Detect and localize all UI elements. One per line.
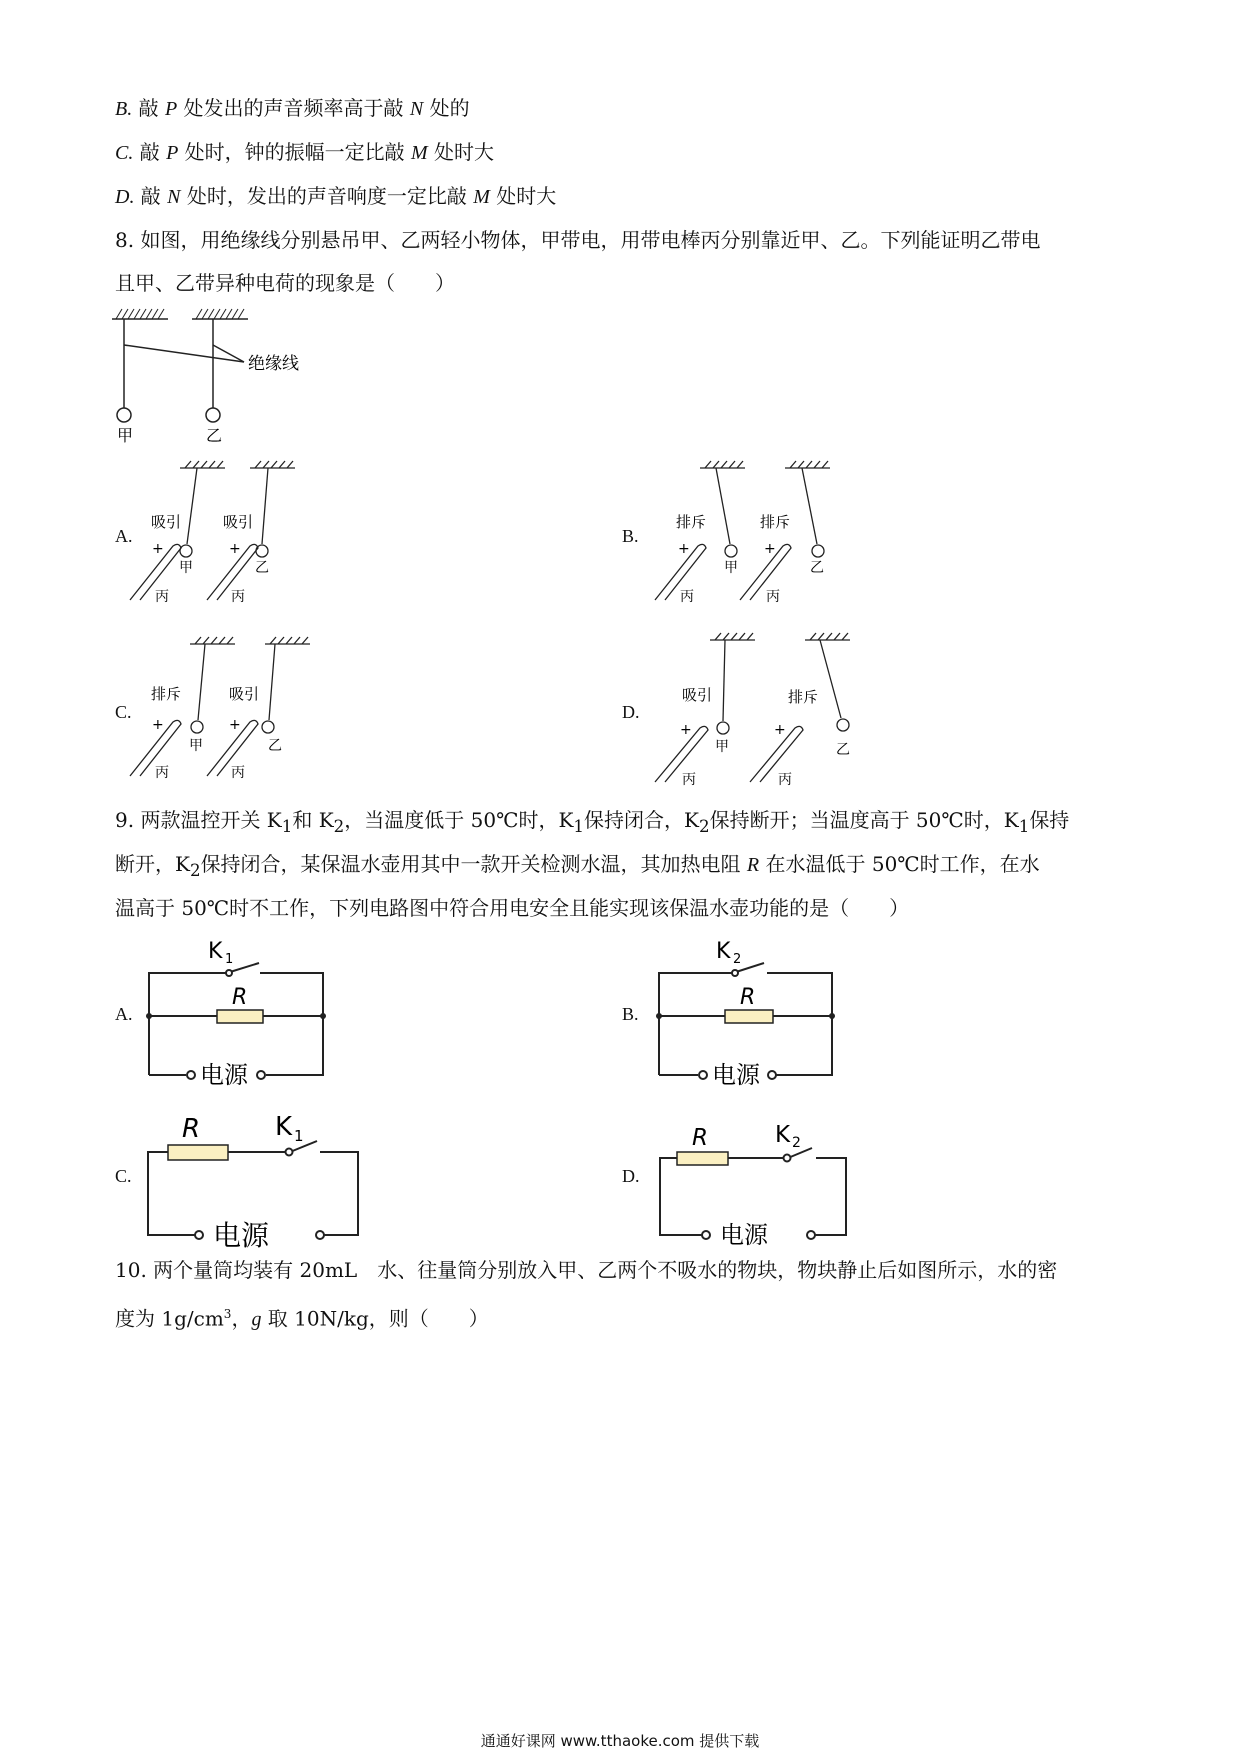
- q9-option-d-label: D.: [622, 1166, 640, 1186]
- q8-c-yi: 乙: [268, 738, 282, 754]
- q8-d-right-effect: 排斥: [788, 688, 819, 706]
- q9-option-a-circuit: [140, 930, 340, 1090]
- q8-a-plus-1: +: [152, 541, 164, 557]
- q9-option-c-circuit: [140, 1115, 370, 1250]
- q8-text-line1: 8. 如图，用绝缘线分别悬吊甲、乙两轻小物体，甲带电，用带电棒丙分别靠近甲、乙。下列能证明乙带电: [115, 228, 1041, 252]
- page-footer: 通通好课网 www.tthaoke.com 提供下载: [480, 1732, 760, 1750]
- q7-option-b: B. 敲 P 处发出的声音频率高于敲 N 处的: [115, 96, 470, 120]
- q9-text-line2: 断开，$K_2$保持闭合，某保温水壶用其中一款开关检测水温，其加热电阻 R 在水温低于 50℃时工作，在水: [115, 852, 1040, 880]
- q8-c-right-effect: 吸引: [229, 685, 260, 703]
- q8-a-rod-1: 丙: [155, 589, 169, 605]
- q9-text-line1: 9. 两款温控开关 $K_1$和 $K_2$，当温度低于 50℃时，$K_1$保持闭合，$K_2$保持断开；当温度高于 50℃时，$K_1$保持: [115, 808, 1070, 836]
- q9-d-source-label: 电源: [720, 1221, 768, 1249]
- q9-c-switch-label: K: [275, 1115, 293, 1142]
- q8-a-yi: 乙: [255, 560, 269, 576]
- q8-option-c-figure: [125, 634, 335, 784]
- q9-b-source-label: 电源: [712, 1061, 760, 1089]
- q9-option-d-circuit: [650, 1115, 860, 1250]
- q8-d-jia: 甲: [715, 739, 729, 755]
- q9-b-switch-sub: 2: [733, 952, 742, 967]
- q8-c-plus-2: +: [229, 717, 241, 733]
- q9-d-resistor-label: R: [692, 1125, 708, 1151]
- q8-b-plus-2: +: [764, 541, 776, 557]
- q8-a-right-effect: 吸引: [223, 513, 254, 531]
- q9-option-b-label: B.: [622, 1004, 639, 1024]
- q8-b-right-effect: 排斥: [760, 513, 791, 531]
- q9-d-switch-sub: 2: [792, 1135, 801, 1151]
- q8-option-d-figure: [640, 630, 870, 790]
- q9-option-a-label: A.: [115, 1004, 133, 1024]
- q9-c-switch-sub: 1: [294, 1127, 304, 1145]
- q8-text-line2: 且甲、乙带异种电荷的现象是（ ）: [115, 271, 455, 295]
- q8-d-yi: 乙: [836, 742, 850, 758]
- q8-b-rod-2: 丙: [766, 589, 780, 605]
- q8-main-figure: [110, 305, 350, 455]
- q8-d-plus-1: +: [680, 722, 692, 738]
- q9-c-source-label: 电源: [213, 1219, 270, 1250]
- q10-text-line2: 度为 $1g/cm^3$，g 取 10N/kg，则（ ）: [115, 1306, 489, 1331]
- ball-yi-label: 乙: [206, 426, 223, 445]
- q8-b-jia: 甲: [724, 560, 738, 576]
- q8-b-left-effect: 排斥: [676, 513, 707, 531]
- q8-b-plus-1: +: [678, 541, 690, 557]
- q8-a-plus-2: +: [229, 541, 241, 557]
- q8-d-plus-2: +: [774, 722, 786, 738]
- q8-c-rod-2: 丙: [231, 765, 245, 781]
- q9-a-switch-sub: 1: [225, 952, 234, 967]
- q9-a-source-label: 电源: [200, 1061, 248, 1089]
- insulator-label: 绝缘线: [248, 354, 299, 374]
- q9-b-switch-label: K: [716, 939, 731, 964]
- q8-c-rod-1: 丙: [155, 765, 169, 781]
- q8-option-c-label: C.: [115, 702, 132, 722]
- ball-jia-label: 甲: [117, 426, 134, 445]
- q8-a-rod-2: 丙: [231, 589, 245, 605]
- q9-b-resistor-label: R: [740, 985, 756, 1010]
- q8-b-yi: 乙: [810, 560, 824, 576]
- q9-a-resistor-label: R: [232, 985, 248, 1010]
- q8-d-rod-1: 丙: [682, 772, 696, 788]
- q8-option-d-label: D.: [622, 702, 640, 722]
- q9-a-switch-label: K: [208, 939, 223, 964]
- q8-c-plus-1: +: [152, 717, 164, 733]
- q8-c-jia: 甲: [189, 738, 203, 754]
- q9-text-line3: 温高于 50℃时不工作，下列电路图中符合用电安全且能实现该保温水壶功能的是（ ）: [115, 896, 910, 920]
- q8-d-rod-2: 丙: [778, 772, 792, 788]
- q8-a-left-effect: 吸引: [151, 513, 182, 531]
- q8-option-a-label: A.: [115, 526, 133, 546]
- q8-option-b-label: B.: [622, 526, 639, 546]
- q8-a-jia: 甲: [179, 560, 193, 576]
- q9-c-resistor-label: R: [182, 1115, 201, 1144]
- q8-b-rod-1: 丙: [680, 589, 694, 605]
- q8-d-left-effect: 吸引: [682, 686, 713, 704]
- q10-text-line1: 10. 两个量筒均装有 20mL 水、往量筒分别放入甲、乙两个不吸水的物块，物块静止后如图所示，水的密: [115, 1258, 1058, 1282]
- q8-option-b-figure: [640, 458, 860, 608]
- q9-option-b-circuit: [650, 930, 850, 1090]
- q9-d-switch-label: K: [775, 1122, 791, 1148]
- q7-option-d: D. 敲 N 处时，发出的声音响度一定比敲 M 处时大: [115, 184, 557, 208]
- q8-c-left-effect: 排斥: [151, 685, 182, 703]
- q9-option-c-label: C.: [115, 1166, 132, 1186]
- q7-option-c: C. 敲 P 处时，钟的振幅一定比敲 M 处时大: [115, 140, 495, 164]
- q8-option-a-figure: [125, 458, 335, 608]
